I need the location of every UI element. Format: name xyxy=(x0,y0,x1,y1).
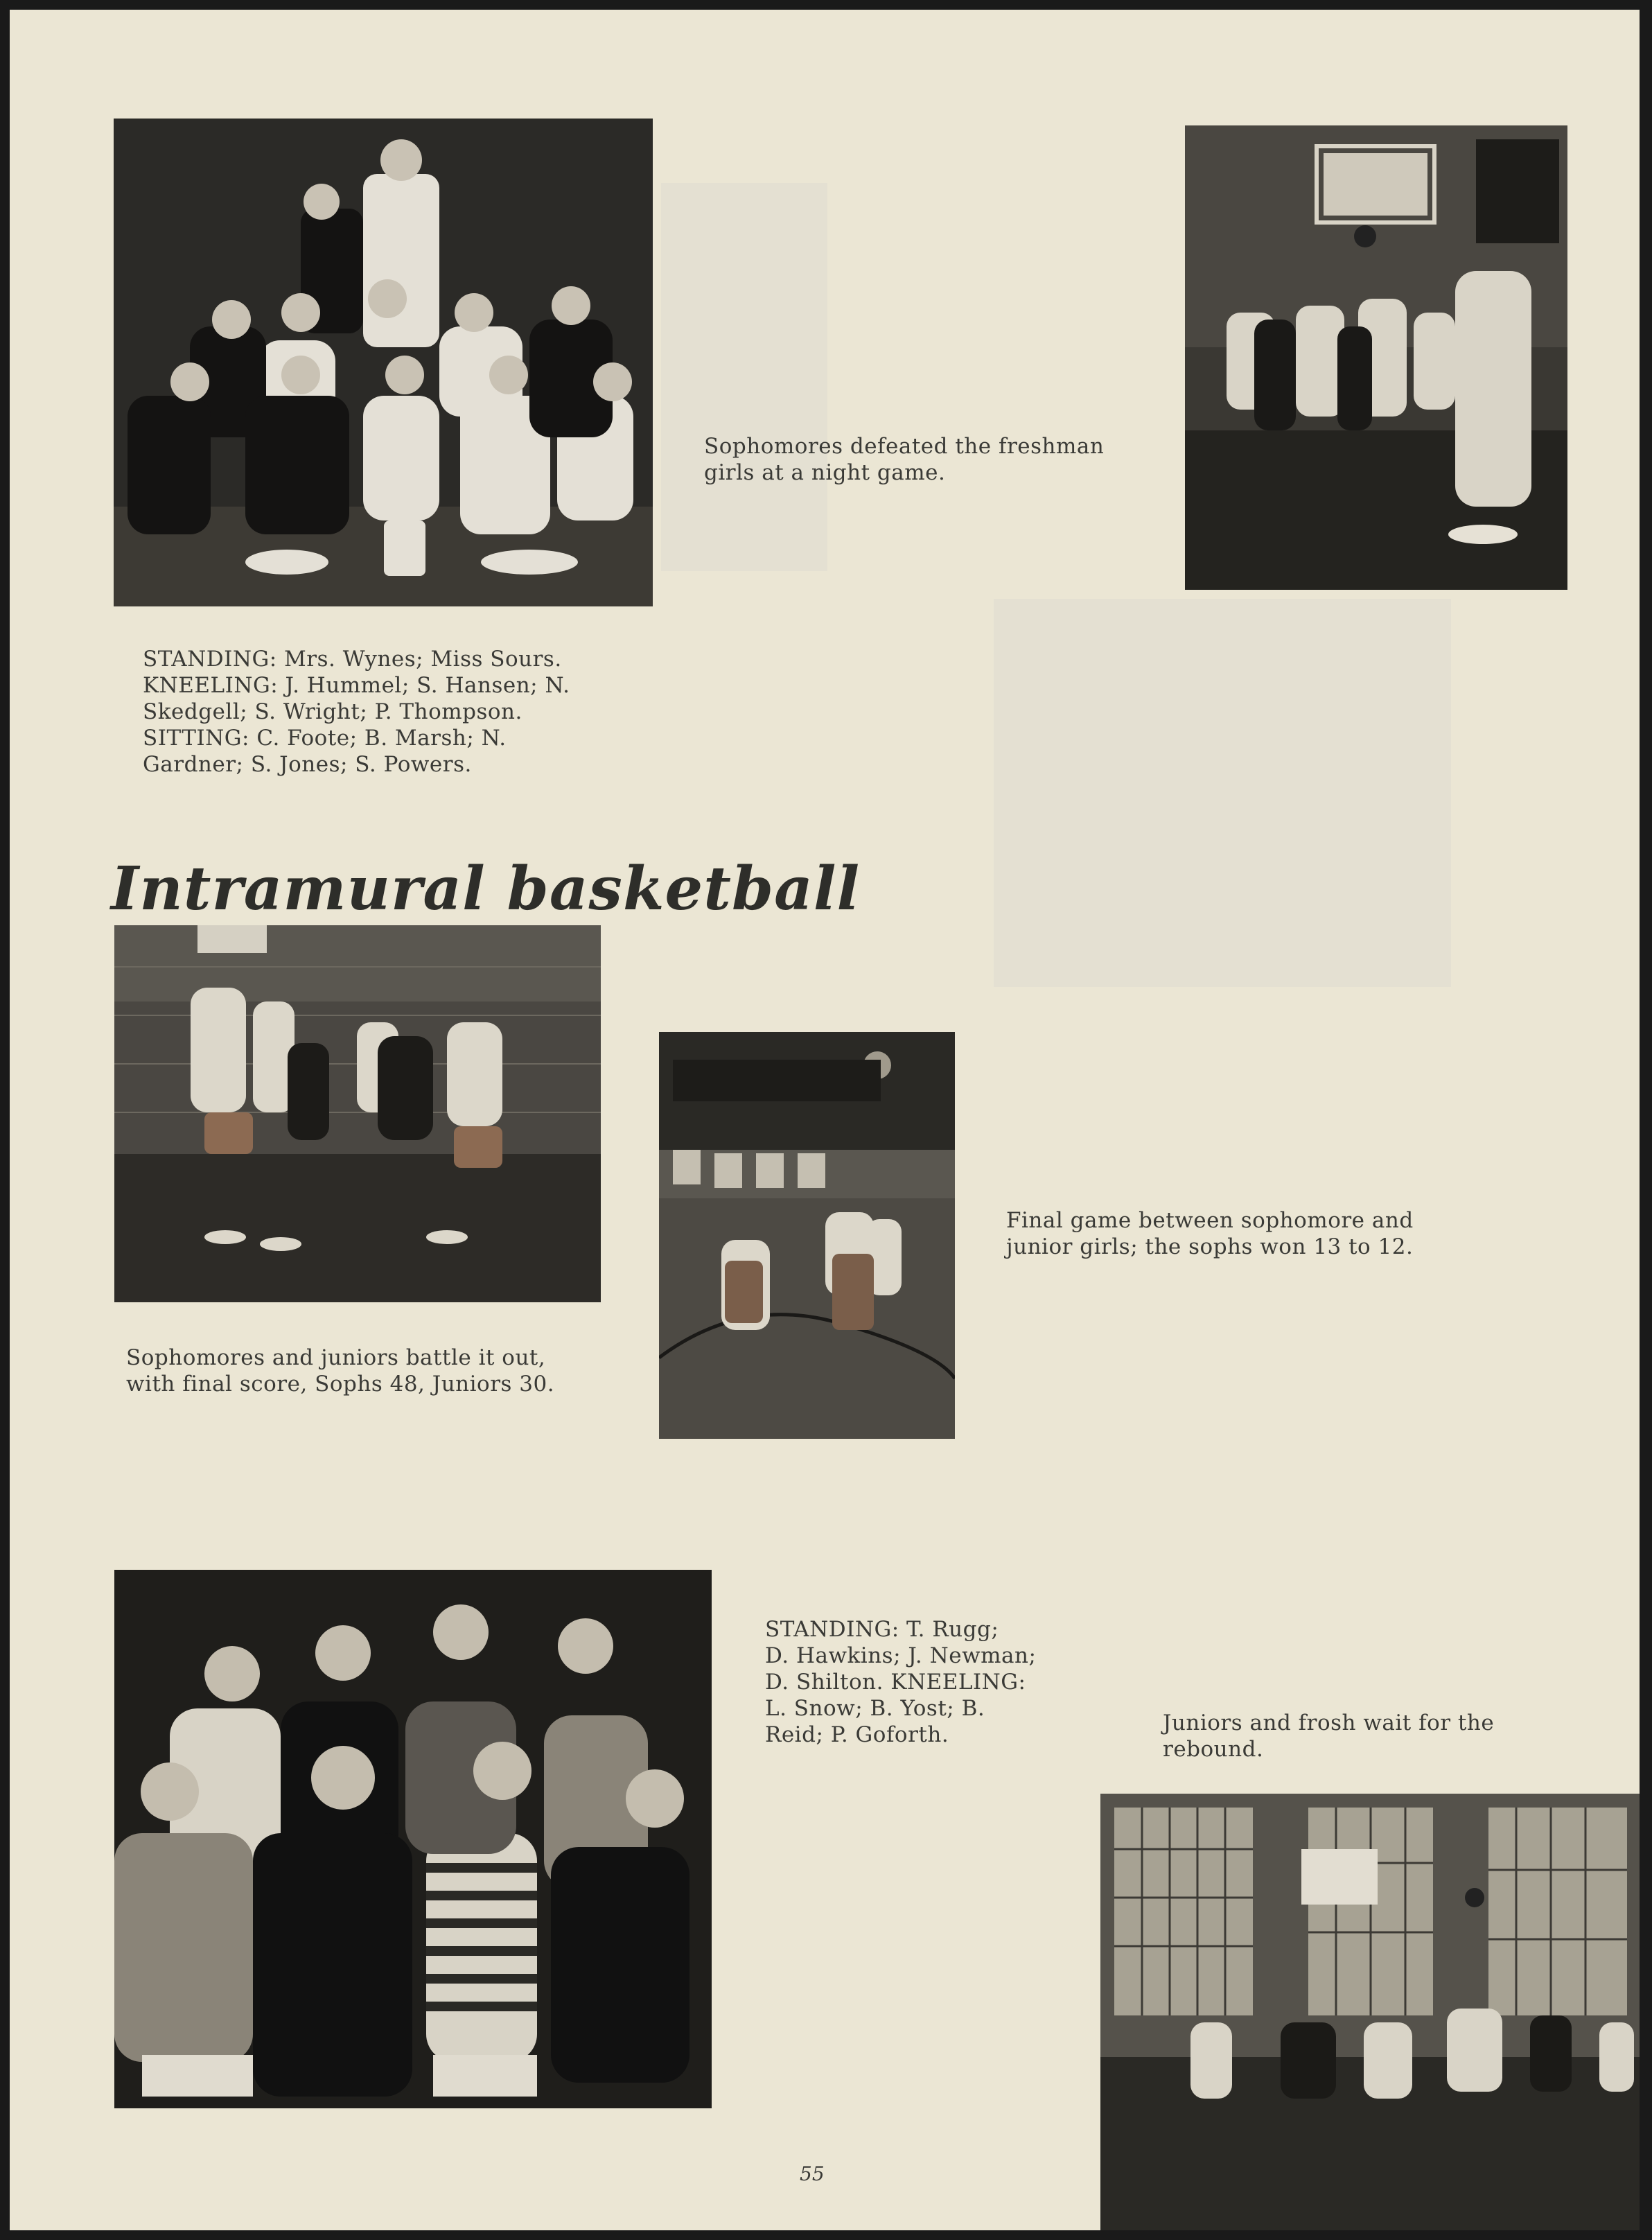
page-number: 55 xyxy=(800,2162,825,2185)
photo-boys-game xyxy=(114,925,601,1302)
photo-night-game xyxy=(1185,125,1567,590)
caption-line: STANDING: T. Rugg; xyxy=(765,1617,999,1642)
caption-line: Juniors and frosh wait for the xyxy=(1163,1710,1495,1735)
caption-line: Gardner; S. Jones; S. Powers. xyxy=(143,752,472,777)
caption-line: Sophomores and juniors battle it out, xyxy=(126,1345,546,1370)
show-through xyxy=(661,183,827,571)
photo-girls-team xyxy=(114,119,653,606)
caption-line: with final score, Sophs 48, Juniors 30. xyxy=(126,1372,555,1397)
caption-line: D. Shilton. KNEELING: xyxy=(765,1670,1026,1695)
caption-girls-roster xyxy=(143,646,669,778)
caption-night-game xyxy=(704,433,1148,486)
photo-final-game xyxy=(659,1032,955,1439)
show-through xyxy=(994,599,1451,987)
page-heading: Intramural basketball xyxy=(111,853,861,924)
caption-line: Final game between sophomore and xyxy=(1006,1208,1414,1233)
caption-final-game xyxy=(1006,1207,1505,1260)
caption-line: STANDING: Mrs. Wynes; Miss Sours. xyxy=(143,647,562,672)
caption-line: Skedgell; S. Wright; P. Thompson. xyxy=(143,699,522,724)
caption-line: junior girls; the sophs won 13 to 12. xyxy=(1006,1234,1414,1259)
yearbook-page xyxy=(10,10,1640,2230)
photo-rebound xyxy=(1100,1794,1640,2230)
caption-line: L. Snow; B. Yost; B. xyxy=(765,1696,985,1721)
caption-line: D. Hawkins; J. Newman; xyxy=(765,1643,1037,1668)
caption-battle xyxy=(126,1345,667,1397)
caption-line: SITTING: C. Foote; B. Marsh; N. xyxy=(143,726,507,751)
photo-boys-team xyxy=(114,1570,712,2108)
caption-line: rebound. xyxy=(1163,1737,1264,1762)
caption-boys-roster xyxy=(765,1616,1153,1748)
caption-line: Sophomores defeated the freshman xyxy=(704,434,1105,459)
caption-rebound xyxy=(1163,1710,1579,1762)
caption-line: Reid; P. Goforth. xyxy=(765,1722,949,1747)
caption-line: KNEELING: J. Hummel; S. Hansen; N. xyxy=(143,673,570,698)
caption-line: girls at a night game. xyxy=(704,460,946,485)
